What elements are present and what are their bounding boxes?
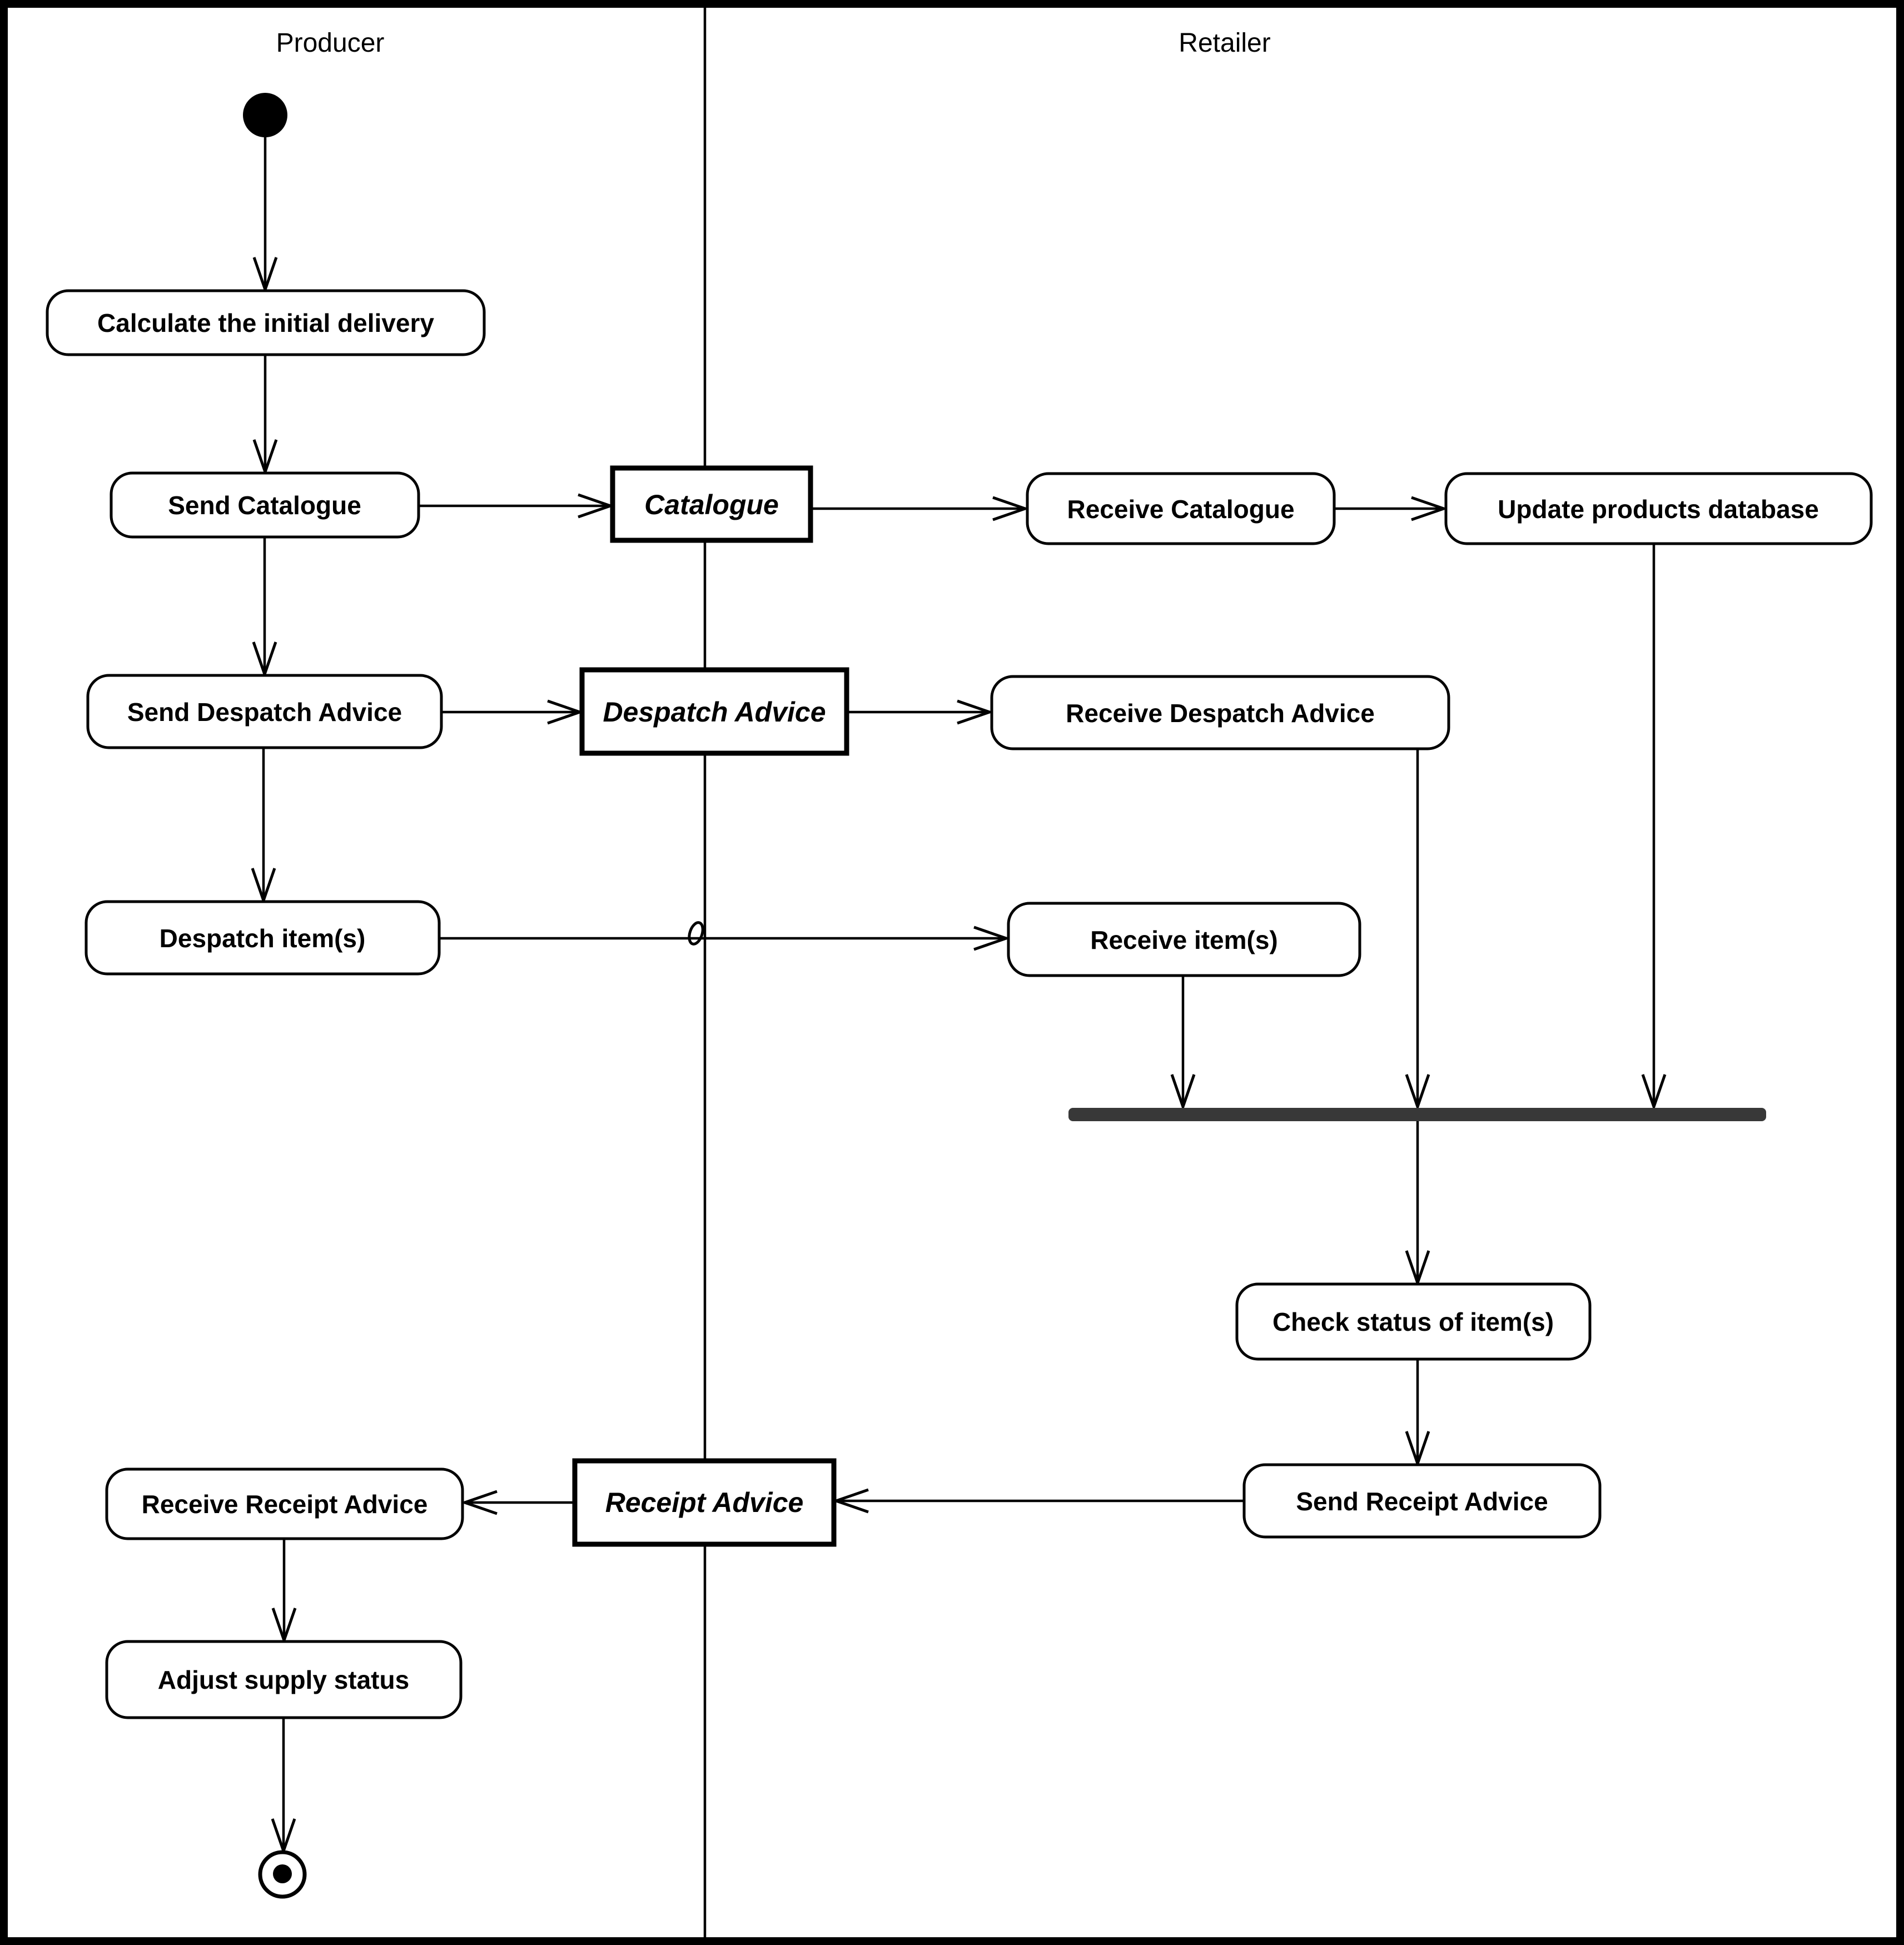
node-receive-catalogue <box>1027 474 1334 544</box>
node-update-products-database <box>1446 474 1871 544</box>
node-label: Receive Despatch Advice <box>1066 699 1375 728</box>
node-receipt-advice-object <box>575 1461 834 1544</box>
node-receive-receipt-advice <box>107 1469 463 1539</box>
node-label: Receipt Advice <box>605 1487 804 1518</box>
node-label: Adjust supply status <box>157 1665 410 1694</box>
node-despatch-advice-object <box>582 670 847 753</box>
node-catalogue-object <box>613 468 811 540</box>
join-synchronization-bar <box>1068 1108 1766 1121</box>
node-label: Despatch item(s) <box>159 924 366 953</box>
node-label: Send Receipt Advice <box>1296 1487 1548 1516</box>
node-label: Send Despatch Advice <box>127 698 402 727</box>
node-calculate-initial-delivery <box>47 291 484 355</box>
node-check-status-of-items <box>1237 1284 1590 1359</box>
initial-node-icon <box>243 93 287 137</box>
node-send-catalogue <box>111 473 419 537</box>
node-label: Send Catalogue <box>168 491 361 520</box>
node-send-receipt-advice <box>1244 1465 1600 1537</box>
node-despatch-items <box>86 902 439 974</box>
final-node-icon <box>260 1852 305 1897</box>
node-label: Calculate the initial delivery <box>97 309 434 337</box>
node-label: Receive Receipt Advice <box>141 1490 428 1519</box>
node-label: Update products database <box>1498 495 1819 524</box>
node-label: Check status of item(s) <box>1272 1307 1554 1336</box>
node-label: Despatch Advice <box>603 697 826 728</box>
node-label: Receive item(s) <box>1090 926 1278 954</box>
node-label: Receive Catalogue <box>1067 495 1295 524</box>
node-adjust-supply-status <box>107 1641 461 1718</box>
node-send-despatch-advice <box>88 675 441 748</box>
lane-title-retailer: Retailer <box>1179 28 1271 58</box>
node-label: Catalogue <box>644 489 779 520</box>
node-receive-items <box>1008 903 1360 976</box>
node-receive-despatch-advice <box>992 676 1449 749</box>
lane-title-producer: Producer <box>276 28 385 58</box>
